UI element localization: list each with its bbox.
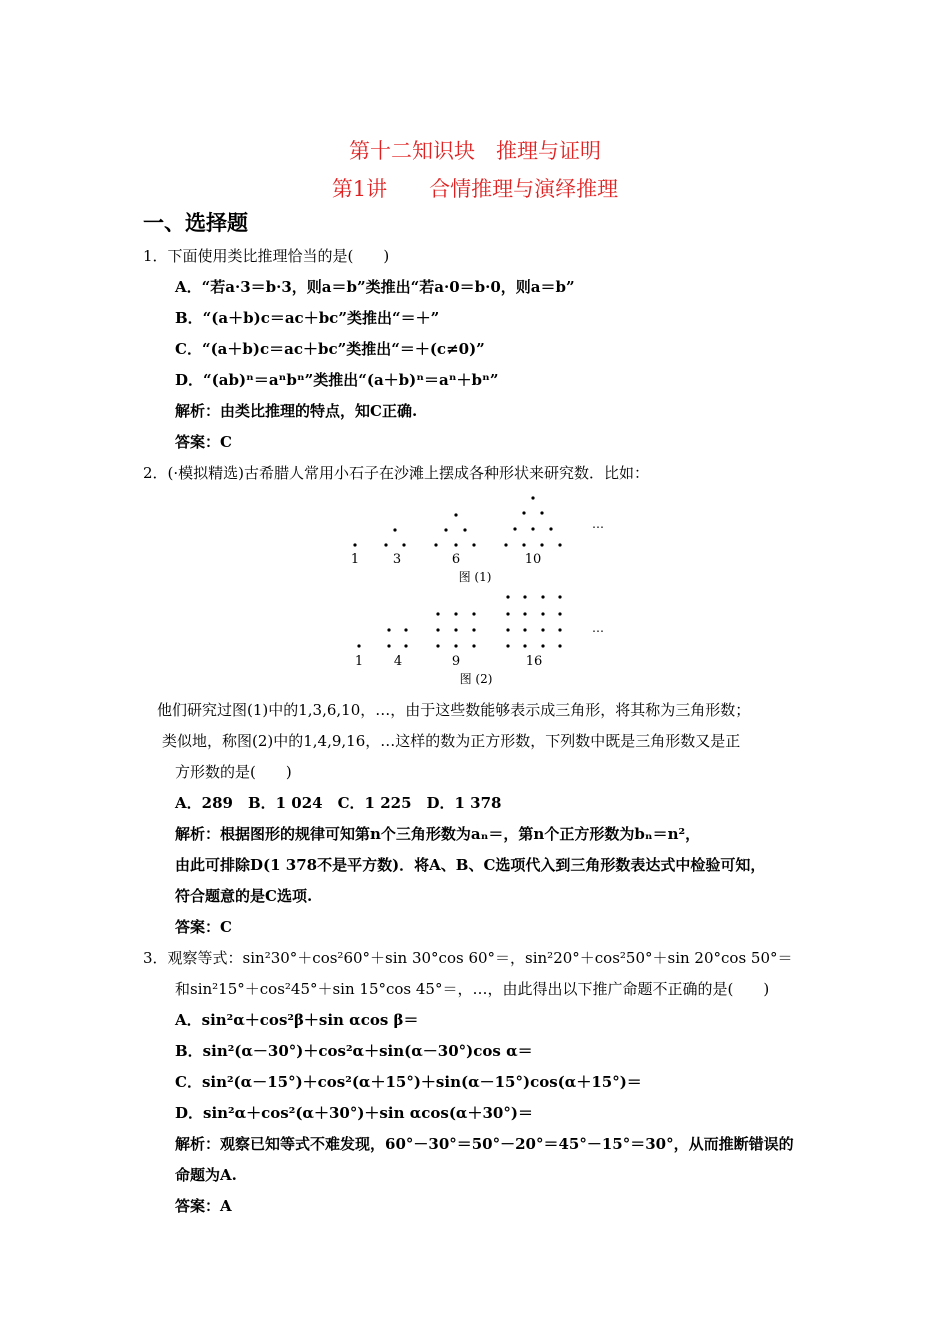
figure1-caption: 图 (1) <box>458 570 492 584</box>
q2-answer: 答案：C <box>175 918 232 936</box>
figure1-ellipsis: … <box>592 517 604 531</box>
q1-analysis: 解析：由类比推理的特点，知C正确. <box>175 402 418 420</box>
q1-answer: 答案：C <box>175 433 232 451</box>
figure1-label-10: 10 <box>524 552 542 567</box>
q2-options: A．289 B．1 024 C．1 225 D．1 378 <box>175 794 502 812</box>
page-subtitle: 第1讲 合情推理与演绎推理 <box>331 177 619 201</box>
figure2-caption: 图 (2) <box>459 672 493 686</box>
q1-stem: 1．下面使用类比推理恰当的是( ) <box>143 247 390 265</box>
figure1-label-1: 1 <box>350 552 360 567</box>
q3-analysis-line1: 解析：观察已知等式不难发现，60°－30°＝50°－20°＝45°－15°＝30°，从而推断错误的 <box>175 1135 794 1153</box>
q3-option-c: C．sin²(α－15°)＋cos²(α＋15°)＋sin(α－15°)cos(α＋15°)＝ <box>175 1073 642 1091</box>
pebble-figure <box>340 490 620 690</box>
q2-stem: 2．(·模拟精选)古希腊人常用小石子在沙滩上摆成各种形状来研究数．比如： <box>143 464 650 482</box>
q1-option-b: B．“(a＋b)c＝ac＋bc”类推出“＝＋” <box>175 309 440 327</box>
figure2-label-1: 1 <box>354 654 364 669</box>
section-heading: 一、选择题 <box>143 211 248 235</box>
q3-option-a: A．sin²α＋cos²β＋sin αcos β＝ <box>175 1011 419 1029</box>
figure2-label-9: 9 <box>451 654 461 669</box>
figure1-label-6: 6 <box>451 552 461 567</box>
q2-text-line3: 方形数的是( ) <box>175 763 292 781</box>
figure2-label-4: 4 <box>393 654 403 669</box>
q3-option-b: B．sin²(α－30°)＋cos²α＋sin(α－30°)cos α＝ <box>175 1042 533 1060</box>
figure1-dots <box>353 496 561 546</box>
figure1-label-3: 3 <box>392 552 402 567</box>
q3-option-d: D．sin²α＋cos²(α＋30°)＋sin αcos(α＋30°)＝ <box>175 1104 533 1122</box>
q2-analysis-line3: 符合题意的是C选项. <box>175 887 313 905</box>
q1-option-d: D．“(ab)ⁿ＝aⁿbⁿ”类推出“(a＋b)ⁿ＝aⁿ＋bⁿ” <box>175 371 499 389</box>
q3-answer: 答案：A <box>175 1197 232 1215</box>
q3-analysis-line2: 命题为A. <box>175 1166 237 1184</box>
figure2-label-16: 16 <box>525 654 543 669</box>
q3-stem-line1: 3．观察等式：sin²30°＋cos²60°＋sin 30°cos 60°＝，sin²20°＋cos²50°＋sin 20°cos 50°＝ <box>143 949 793 967</box>
q2-analysis-line2: 由此可排除D(1 378不是平方数)．将A、B、C选项代入到三角形数表达式中检验可知， <box>175 856 766 874</box>
q1-option-a: A．“若a·3＝b·3，则a＝b”类推出“若a·0＝b·0，则a＝b” <box>175 278 575 296</box>
q2-text-line2: 类似地，称图(2)中的1,4,9,16，…这样的数为正方形数，下列数中既是三角形数又是正 <box>162 732 741 750</box>
q2-analysis-line1: 解析：根据图形的规律可知第n个三角形数为aₙ＝，第n个正方形数为bₙ＝n²， <box>175 825 701 843</box>
q1-option-c: C．“(a＋b)c＝ac＋bc”类推出“＝＋(c≠0)” <box>175 340 485 358</box>
page-title: 第十二知识块 推理与证明 <box>349 139 601 163</box>
q3-stem-line2: 和sin²15°＋cos²45°＋sin 15°cos 45°＝，…，由此得出以下推广命题不正确的是( ) <box>175 980 770 998</box>
figure2-ellipsis: … <box>592 621 604 635</box>
figure2-dots <box>357 595 561 647</box>
q2-text-line1: 他们研究过图(1)中的1,3,6,10，…，由于这些数能够表示成三角形，将其称为三角形数； <box>157 701 751 719</box>
